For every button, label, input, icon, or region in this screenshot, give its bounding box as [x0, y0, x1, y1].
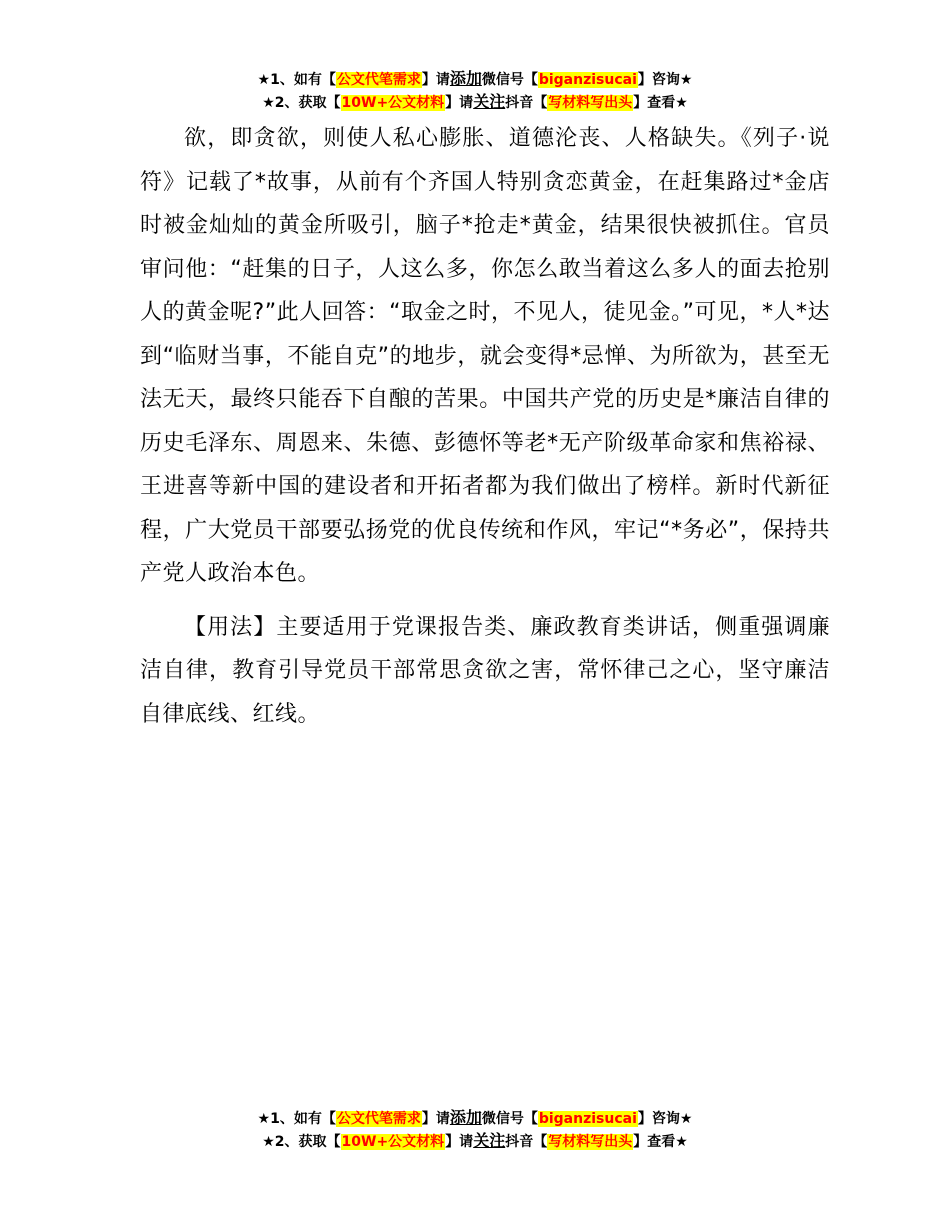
header-line2-emphasis: 关注 — [473, 92, 506, 111]
footer-line2-text-4: 】查看★ — [633, 1134, 688, 1150]
header-notice — [0, 68, 950, 114]
header-line1-text-3: 微信号【 — [481, 72, 538, 88]
footer-line1-text-3: 微信号【 — [481, 1111, 538, 1127]
footer-line2-highlight-douyin-account: 写材料写出头 — [548, 1134, 633, 1150]
footer-line1-text-4: 】咨询★ — [637, 1111, 693, 1127]
footer-line1-highlight-service: 公文代笔需求 — [336, 1111, 421, 1127]
footer-line1-text-2: 】请 — [421, 1111, 450, 1127]
footer-line2-text-3: 抖音【 — [505, 1134, 548, 1150]
header-line2-highlight-douyin-account: 写材料写出头 — [548, 95, 633, 111]
header-line1-text-2: 】请 — [421, 72, 450, 88]
header-line2-text-1: ★2、获取【 — [262, 95, 341, 111]
footer-line1-emphasis: 添加 — [449, 1108, 482, 1127]
header-line2-text-4: 】查看★ — [633, 95, 688, 111]
footer-line2-highlight-materials: 10W+公文材料 — [341, 1134, 445, 1150]
header-line1-highlight-service: 公文代笔需求 — [336, 72, 421, 88]
footer-notice-line-1 — [0, 1107, 950, 1130]
document-body — [140, 117, 830, 736]
body-paragraph-1: 欲，即贪欲，则使人私心膨胀、道德沦丧、人格缺失。《列子·说符》记载了*故事，从前有个齐国人特别贪恋黄金，在赶集路过*金店时被金灿灿的黄金所吸引，脑子*抢走*黄金，结果很快被抓住。官员审问他：“赶集的日子，人这么多，你怎么敢当着这么多人的面去抢别人的黄金呢?”此人回答：“取金之时，不见人，徒见金。”可见，*人*达到“临财当事，不能自克”的地步，就会变得*忌惮、为所欲为，甚至无法无天，最终只能吞下自酿的苦果。中国共产党的历史是*廉洁自律的历史毛泽东、周恩来、朱德、彭德怀等老*无产阶级革命家和焦裕禄、王进喜等新中国的建设者和开拓者都为我们做出了榜样。新时代新征程，广大党员干部要弘扬党的优良传统和作风，牢记“*务必”，保持共产党人政治本色。 — [140, 126, 830, 586]
header-line1-emphasis: 添加 — [449, 69, 482, 88]
footer-line2-text-1: ★2、获取【 — [262, 1134, 341, 1150]
footer-line1-highlight-wechat-id: biganzisucai — [538, 1111, 637, 1127]
header-notice-line-2 — [0, 91, 950, 114]
header-line2-text-2: 】请 — [445, 95, 474, 111]
footer-notice — [0, 1107, 950, 1153]
header-line2-text-3: 抖音【 — [505, 95, 548, 111]
footer-line2-emphasis: 关注 — [473, 1131, 506, 1150]
footer-line1-text-1: ★1、如有【 — [257, 1111, 336, 1127]
header-line1-highlight-wechat-id: biganzisucai — [538, 72, 637, 88]
header-line2-highlight-materials: 10W+公文材料 — [341, 95, 445, 111]
header-notice-line-1 — [0, 68, 950, 91]
footer-line2-text-2: 】请 — [445, 1134, 474, 1150]
header-line1-text-4: 】咨询★ — [637, 72, 693, 88]
body-paragraph-usage: 【用法】主要适用于党课报告类、廉政教育类讲话，侧重强调廉洁自律，教育引导党员干部常思贪欲之害，常怀律己之心，坚守廉洁自律底线、红线。 — [140, 614, 830, 727]
footer-notice-line-2 — [0, 1130, 950, 1153]
header-line1-text-1: ★1、如有【 — [257, 72, 336, 88]
